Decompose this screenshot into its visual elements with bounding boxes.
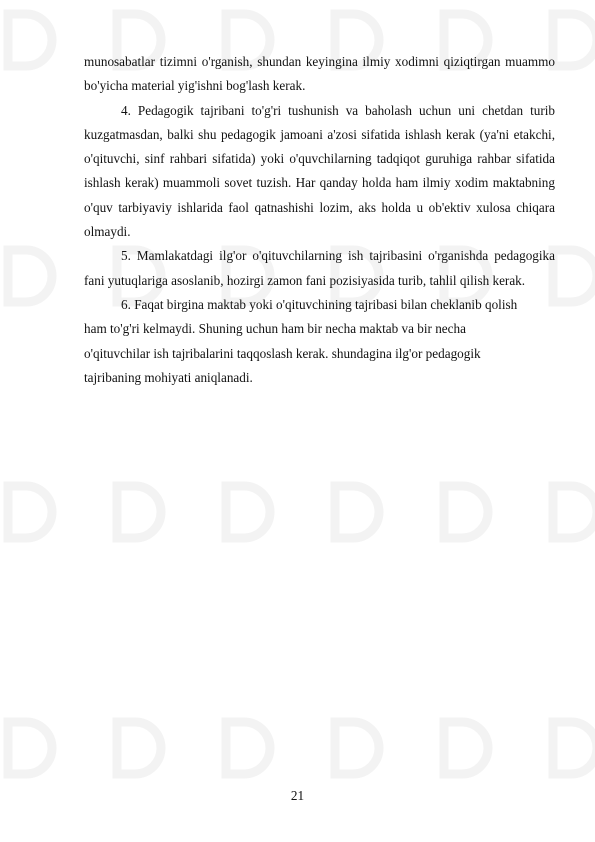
paragraph-line: tajribaning mohiyati aniqlanadi. — [84, 369, 253, 385]
watermark-glyph — [553, 486, 595, 538]
watermark-glyph — [226, 722, 270, 774]
watermark-glyph — [8, 14, 52, 66]
paragraph-line: ham to'g'ri kelmaydi. Shuning uchun ham bir necha maktab va bir necha — [84, 321, 466, 337]
watermark-glyph — [553, 250, 595, 302]
watermark-glyph — [444, 486, 488, 538]
watermark-glyph — [335, 722, 379, 774]
watermark-glyph — [335, 486, 379, 538]
watermark-glyph — [444, 722, 488, 774]
paragraph-continuation: munosabatlar tizimni o'rganish, shundan keyingina ilmiy xodimni qiziqtirgan muammo bo'yicha material yig'ishni bog'lash kerak. — [84, 54, 555, 94]
page-number: 21 — [290, 788, 305, 803]
watermark-glyph — [226, 486, 270, 538]
paragraph-item-4: 4. Pedagogik tajribani to'g'ri tushunish va baholash uchun uni chetdan turib kuzgatmasdan, balki shu pedagogik jamoani a'zosi sifatida ishlash kerak (ya'ni etakchi, o'qituvchi, sinf rahbari sifatida) yoki o'quvchilarning tadqiqot guruhiga rahbar sifatida ishlash kerak) muammoli sovet tuzish. Har qanday holda ham ilmiy xodim maktabning o'quv tarbiyaviy ishlarida faol qatnashishi lozim, aks holda u ob'ektiv xulosa chiqara olmaydi. — [84, 102, 555, 240]
document-body — [84, 50, 555, 390]
watermark-glyph — [117, 486, 161, 538]
watermark-glyph — [8, 250, 52, 302]
watermark-glyph — [8, 722, 52, 774]
watermark-glyph — [117, 722, 161, 774]
watermark-glyph — [553, 14, 595, 66]
paragraph-line: 6. Faqat birgina maktab yoki o'qituvchining tajribasi bilan cheklanib qolish — [121, 296, 518, 312]
paragraph-item-6 — [84, 293, 546, 390]
paragraph-line: o'qituvchilar ish tajribalarini taqqoslash kerak. shundagina ilg'or pedagogik — [84, 345, 481, 361]
watermark-glyph — [553, 722, 595, 774]
paragraph-item-5: 5. Mamlakatdagi ilg'or o'qituvchilarning ish tajribasini o'rganishda pedagogika fani yutuqlariga asoslanib, hozirgi zamon fani pozisiyasida turib, tahlil qilish kerak. — [84, 248, 555, 288]
watermark-glyph — [8, 486, 52, 538]
